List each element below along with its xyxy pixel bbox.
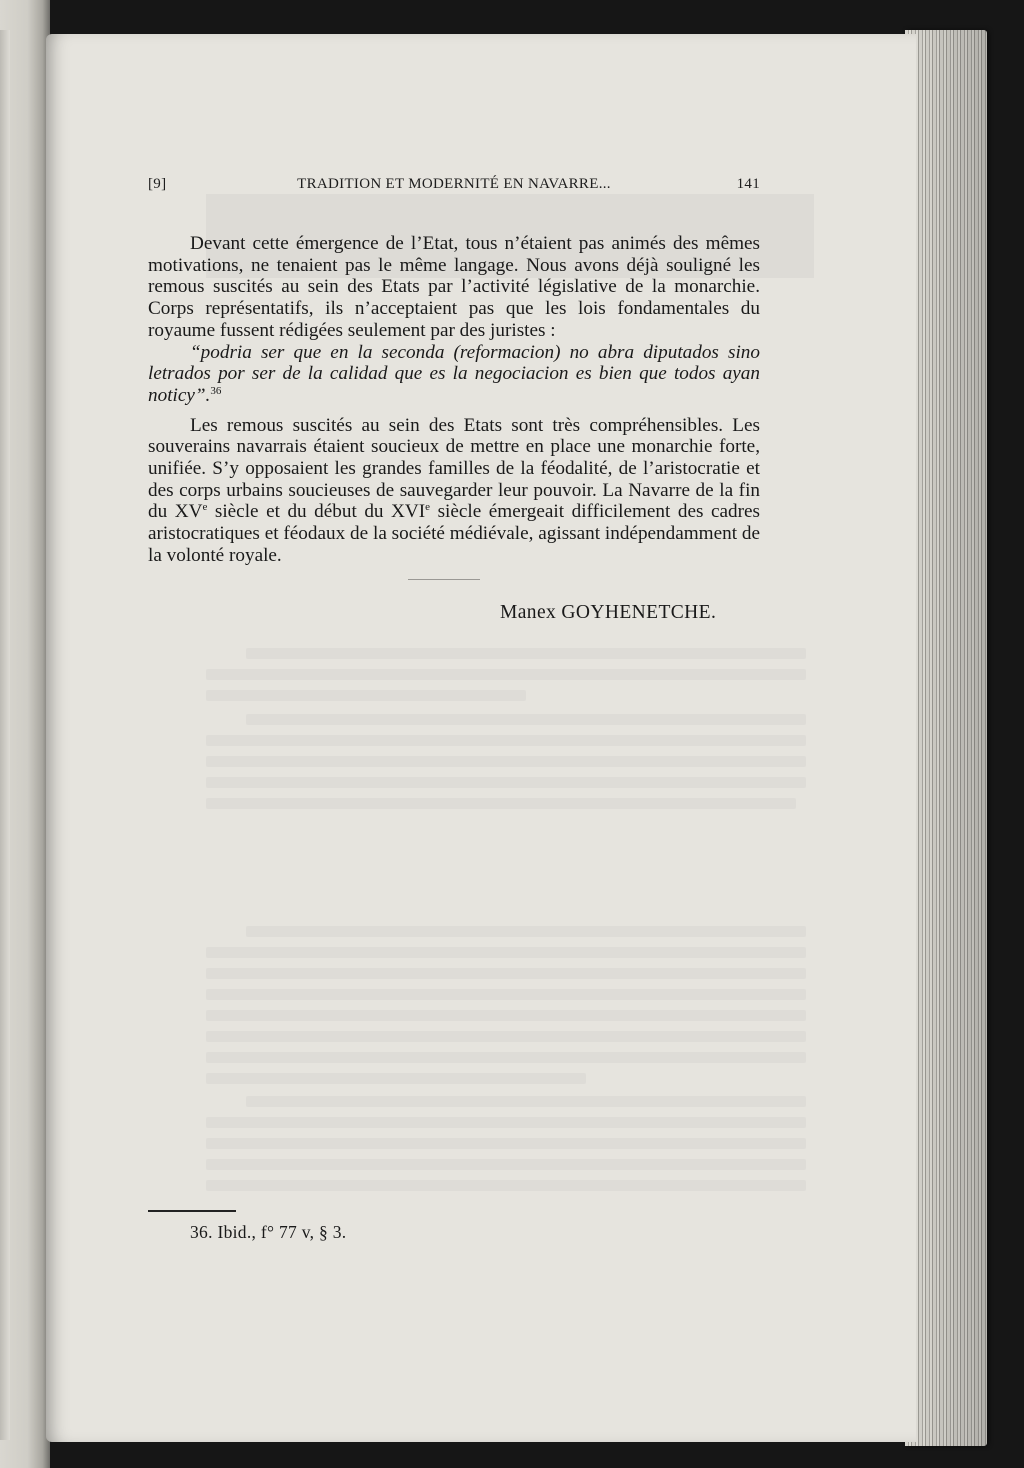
paragraph-1: Devant cette émergence de l’Etat, tous n’étaient pas animés des mêmes motivations, ne tenaient pas le même langage. Nous avons déjà souligné les remous suscités au sein des Etats par l’activité législative de la monarchie. Corps représentatifs, ils n’acceptaient pas que les lois fondamentales du royaume fussent rédigées seulement par des juristes : — [148, 233, 760, 341]
paragraph-2-part-2: siècle et du début du XVI — [207, 501, 426, 523]
footnote-rule — [148, 1210, 236, 1212]
running-title: TRADITION ET MODERNITÉ EN NAVARRE... — [297, 176, 611, 192]
page-stack-edge — [905, 30, 987, 1446]
separator-rule — [408, 579, 480, 580]
show-through-line — [206, 1010, 806, 1021]
section-number: [9] — [148, 176, 167, 192]
show-through-line — [206, 1180, 806, 1191]
body-text — [148, 233, 760, 567]
paragraph-2 — [148, 415, 760, 567]
page-number: 141 — [736, 176, 760, 192]
previous-page-fore-edge — [0, 30, 10, 1440]
quote-text: “podria ser que en la seconda (reformacion) no abra diputados sino letrados por ser de la calidad que es la negociacion es bien que todos ayan noticy”. — [148, 341, 760, 406]
superscript-e: e — [425, 501, 431, 514]
show-through-line — [206, 1117, 806, 1128]
footnote-36: 36. Ibid., f° 77 v, § 3. — [190, 1222, 347, 1242]
show-through-line — [206, 1073, 586, 1084]
paragraph-2-part-3: siècle émergeait difficilement des cadres aristocratiques et féodaux de la société médiévale, agissant indépendamment de la volonté royale. — [148, 501, 760, 566]
show-through-line — [206, 1138, 806, 1149]
show-through-line — [246, 714, 806, 725]
superscript-e: e — [202, 501, 208, 514]
show-through-line — [206, 777, 806, 788]
show-through-line — [206, 968, 806, 979]
show-through-line — [206, 1052, 806, 1063]
show-through-line — [206, 690, 526, 701]
paragraph-2-part-1: Les remous suscités au sein des Etats sont très compréhensibles. Les souverains navarrais étaient soucieux de mettre en place une monarchie forte, unifiée. S’y opposaient les grandes familles de la féodalité, de l’aristocratie et des corps urbains soucieuses de sauvegarder leur pouvoir. La Navarre de la fin du XV — [148, 414, 760, 523]
show-through-line — [206, 735, 806, 746]
show-through-line — [206, 1031, 806, 1042]
show-through-line — [206, 756, 806, 767]
show-through-line — [246, 926, 806, 937]
author-signature: Manex GOYHENETCHE. — [500, 602, 717, 623]
show-through-line — [206, 989, 806, 1000]
show-through-line — [246, 648, 806, 659]
spanish-quote — [148, 342, 760, 407]
show-through-line — [206, 669, 806, 680]
show-through-line — [246, 1096, 806, 1107]
show-through-line — [206, 798, 796, 809]
show-through-line — [206, 947, 806, 958]
footnote-ref-36: 36 — [210, 384, 222, 397]
show-through-line — [206, 1159, 806, 1170]
running-header — [148, 176, 760, 198]
